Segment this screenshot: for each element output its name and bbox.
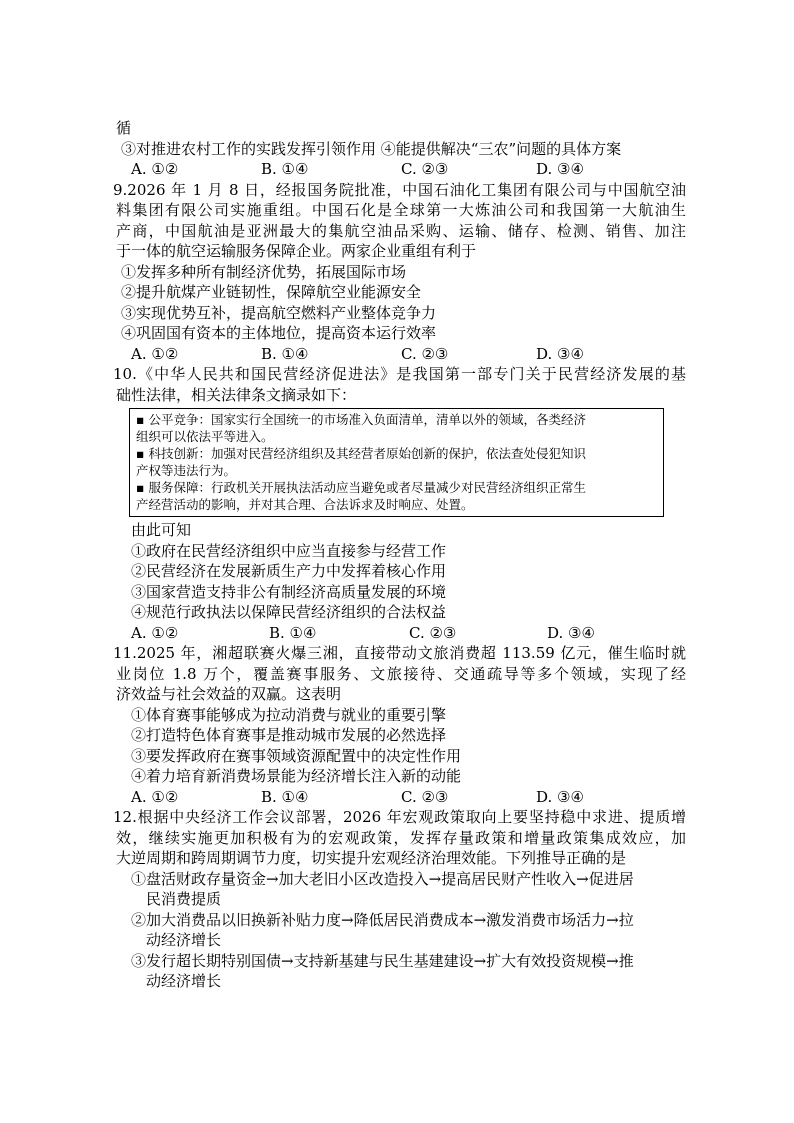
q9-stem-line: 于一体的航空运输服务保障企业。两家企业重组有利于: [116, 242, 477, 260]
q8-items-line: ③对推进农村工作的实践发挥引领作用 ④能提供解决“三农”问题的具体方案: [121, 139, 622, 158]
q11-item-2: ②打造特色体育赛事是推动城市发展的必然选择: [131, 726, 447, 744]
q8-options: [116, 159, 686, 180]
q11-item-4: ④着力培育新消费场景能为经济增长注入新的动能: [131, 767, 462, 785]
law-excerpt-line: ▪ 科技创新：加强对民营经济组织及其经营者原始创新的保护，依法查处侵犯知识: [136, 446, 586, 461]
q9-stem-line: 9.2026 年 1 月 8 日，经报国务院批准，中国石油化工集团有限公司与中国航空油: [113, 180, 686, 199]
q10-option-b: B. ①④: [269, 623, 317, 642]
question-12: [113, 807, 686, 992]
law-excerpt-line: 组织可以依法平等进入。: [136, 429, 274, 444]
question-11: [113, 643, 686, 807]
q10-option-d: D. ③④: [547, 623, 595, 642]
q10-item-3: ③国家营造支持非公有制经济高质量发展的环境: [131, 582, 447, 601]
q10-item-2: ②民营经济在发展新质生产力中发挥着核心作用: [131, 562, 447, 580]
q10-option-a: A. ①②: [131, 623, 179, 642]
q9-options: [116, 344, 686, 365]
q12-item-2: ②加大消费品以旧换新补贴力度→降低居民消费成本→激发消费市场活力→拉: [131, 910, 634, 929]
q12-stem-line: 大逆周期和跨周期调节力度，切实提升宏观经济治理效能。下列推导正确的是: [116, 849, 627, 867]
q8-option-d: D. ③④: [536, 160, 584, 178]
q11-item-3: ③要发挥政府在赛事领域资源配置中的决定性作用: [131, 746, 462, 765]
q9-stem-line: 料集团有限公司实施重组。中国石化是全球第一大炼油公司和我国第一大航油生: [116, 201, 686, 219]
q11-item-1: ①体育赛事能够成为拉动消费与就业的重要引擎: [131, 705, 447, 724]
q11-option-a: A. ①②: [131, 787, 179, 806]
q12-item-2-cont: 动经济增长: [146, 931, 222, 949]
question-10: [113, 364, 686, 643]
q10-lead: 由此可知: [131, 521, 192, 539]
q12-item-1: ①盘活财政存量资金→加大老旧小区改造投入→提高居民财产性收入→促进居: [131, 869, 634, 888]
q11-option-d: D. ③④: [536, 787, 584, 806]
q9-item-4: ④巩固国有资本的主体地位，提高资本运行效率: [121, 324, 437, 342]
q10-options: [116, 623, 686, 644]
q10-option-c: C. ②③: [409, 623, 457, 642]
q12-stem-line: 效，继续实施更加积极有为的宏观政策，发挥存量政策和增量政策集成效应，加: [116, 828, 686, 847]
q9-option-d: D. ③④: [536, 344, 584, 363]
q9-item-3: ③实现优势互补，提高航空燃料产业整体竞争力: [121, 303, 437, 322]
q11-option-b: B. ①④: [261, 787, 309, 806]
q10-stem-line: 础性法律，相关法律条文摘录如下：: [116, 385, 357, 404]
exam-page: [113, 118, 686, 992]
q9-option-a: A. ①②: [131, 344, 179, 363]
law-excerpt-line: 产权等违法行为。: [136, 463, 237, 478]
q9-option-c: C. ②③: [401, 344, 449, 363]
q8-option-c: C. ②③: [401, 160, 449, 178]
q12-item-1-cont: 民消费提质: [146, 890, 222, 908]
law-excerpt-line: ▪ 公平竞争：国家实行全国统一的市场准入负面清单，清单以外的领域，各类经济: [136, 412, 586, 427]
q12-item-3: ③发行超长期特别国债→支持新基建与民生基建建设→扩大有效投资规模→推: [131, 951, 634, 970]
q11-stem-line: 济效益与社会效益的双赢。这表明: [116, 685, 342, 703]
q10-stem-line: 10.《中华人民共和国民营经济促进法》是我国第一部专门关于民营经济发展的基: [113, 365, 686, 383]
question-9: [113, 180, 686, 365]
q10-item-1: ①政府在民营经济组织中应当直接参与经营工作: [131, 541, 447, 560]
q9-item-2: ②提升航煤产业链韧性，保障航空业能源安全: [121, 283, 422, 301]
q9-option-b: B. ①④: [261, 344, 309, 363]
law-excerpt-line: 产经营活动的影响，并对其合理、合法诉求及时响应、处置。: [136, 497, 474, 512]
q8-option-a: A. ①②: [131, 160, 179, 178]
law-excerpt-line: ▪ 服务保障：行政机关开展执法活动应当避免或者尽量减少对民营经济组织正常生: [136, 480, 586, 495]
q8-option-b: B. ①④: [261, 160, 309, 178]
q11-option-c: C. ②③: [401, 787, 449, 806]
q9-item-1: ①发挥多种所有制经济优势，拓展国际市场: [121, 262, 407, 281]
q12-item-3-cont: 动经济增长: [146, 972, 222, 990]
q11-stem-line: 业岗位 1.8 万个，覆盖赛事服务、文旅接待、交通疏导等多个领域，实现了经: [116, 664, 686, 683]
q11-options: [116, 787, 686, 808]
q12-stem-line: 12.根据中央经济工作会议部署，2026 年宏观政策取向上要坚持稳中求进、提质增: [113, 808, 686, 826]
law-excerpt-box: [129, 408, 664, 517]
q11-stem-line: 11.2025 年，湘超联赛火爆三湘，直接带动文旅消费超 113.59 亿元，催生临时就: [113, 644, 686, 662]
q9-stem-line: 产商，中国航油是亚洲最大的集航空油品采购、运输、储存、检测、销售、加注: [116, 221, 686, 240]
q8-continuation: 循: [116, 119, 132, 137]
q10-item-4: ④规范行政执法以保障民营经济组织的合法权益: [131, 603, 447, 621]
question-8: [116, 118, 686, 180]
